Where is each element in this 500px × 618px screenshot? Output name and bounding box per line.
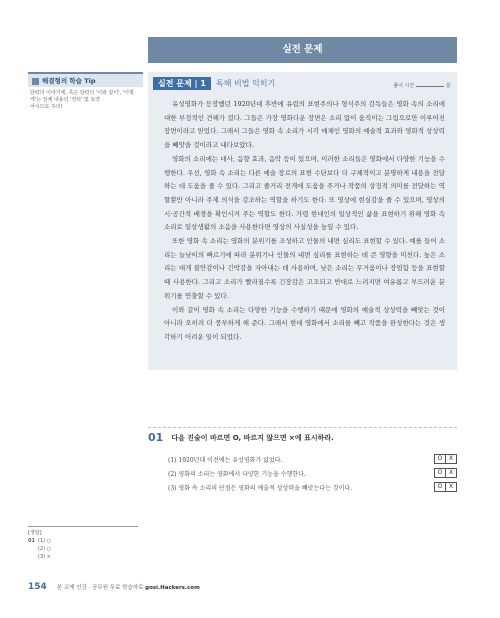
footer-text: 본 교재 인강 · 공무원 무료 학습자료 gosi.Hackers.com [56, 585, 200, 591]
question-item: (3) 영화 속 소리의 단점은 영화의 예술적 상상력을 빼앗는다는 것이다. O X [168, 481, 457, 493]
page-title-bar [148, 37, 457, 63]
o-option[interactable]: O [437, 469, 443, 476]
question-item: (2) 영화의 소리는 영화에서 다양한 기능을 수행한다. O X [168, 467, 457, 479]
o-option[interactable]: O [437, 455, 443, 462]
study-tip-line: 단락의 이야기에, 혹은 단락의 '이와 같이', '이렇게'는 전체 내용의 '정리' 및 요약 [30, 90, 134, 103]
o-option[interactable]: O [437, 483, 443, 490]
question-item: (1) 1920년대 이전에는 유성영화가 없었다. O X [168, 453, 457, 465]
reading-passage [164, 98, 445, 345]
time-blank[interactable] [416, 86, 444, 87]
page-number: 154 [28, 582, 47, 592]
answer-row: (3) × [38, 554, 51, 560]
study-tip-title: 해결형의 학습 Tip [28, 72, 143, 87]
passage-paragraph: 영화의 소리에는 대사, 음향 효과, 음악 등이 있으며, 이러한 소리들은 영화에서 다양한 기능을 수행한다. 우선, 영화 속 소리는 다른 예술 장르의 표현 수단보다 더 구체적이고 분명하게 내용을 전달하는 데 도움을 줄 수 있다. 그리고 줄거리 전개에 도움을 주거나 작품의 상징적 의미를 전달하는 역할뿐만 아니라 주제 의식을 강조하는 역할을 하기도 한다. 또 영상에 현실감을 줄 수 있으며, 영상의 시·공간적 배경을 확인시켜 주는 역할도 한다. 가령 현대인의 일상적인 삶을 표현하기 위해 영화 속 소리로 일상생활의 소음을 사용한다면 영상의 사실성을 높일 수 있다. [164, 154, 445, 232]
ox-choice-box [434, 468, 457, 478]
x-option[interactable]: X [445, 469, 456, 477]
answer-row: (2) ○ [38, 546, 52, 552]
passage-paragraph: 유성영화가 등장했던 1920년대 후반에 유럽의 표현주의나 형식주의 감독들은 영화 속의 소리에 대한 부정적인 견해가 컸다. 그들은 가장 영화다운 장면은 소리 없이 움직이는 그림으로만 이루어진 장면이라고 믿었다. 그래서 그들은 영화 속 소리가 시각 매체인 영화의 예술적 효과와 영화적 상상력을 빼앗을 것이라고 내다보았다. [164, 100, 445, 150]
practice-badge: 실전 문제 | 1 [153, 77, 211, 90]
passage-paragraph: 이와 같이 영화 속 소리는 다양한 기능을 수행하기 때문에 영화의 예술적 상상력을 빼앗는 것이 아니라 오히려 더 풍부하게 해 준다. 그래서 현대 영화에서 소리를 빼고 작품을 완성한다는 것은 생각하기 어려운 일이 되었다. [164, 305, 445, 341]
passage-paragraph: 또한 영화 속 소리는 영화의 분위기를 조성하고 인물의 내면 심리도 표현할 수 있다. 예를 들어 소리는 늘낮이의 빠르기에 따라 분위기나 인물의 내면 심리를 표현하는 데 큰 영향을 미친다. 높은 소리는 대개 불안감이나 긴박감을 자아내는 데 사용하며, 낮은 소리는 무거움이나 장엄함 등을 표현할 때 사용한다. 그리고 소리가 빨라질수록 긴장감은 고조되고 반대로 느려지면 여유롭고 부드러운 분위기를 연출할 수 있다. [164, 237, 445, 300]
question-header [148, 431, 334, 444]
answer-title: [정답] [28, 526, 138, 537]
x-option[interactable]: X [445, 483, 456, 491]
question-number: 01 [148, 431, 164, 444]
ox-choice-box [434, 482, 457, 492]
study-tip-body [28, 87, 143, 114]
answer-row: 01 (1) ○ [28, 538, 52, 544]
question-prompt: 다음 진술이 바르면 O, 바르지 않으면 ×에 표시하라. [171, 433, 334, 442]
section-divider [148, 427, 457, 428]
study-tip-line: 어이므로 주의! [30, 104, 63, 110]
answer-box [28, 526, 138, 561]
practice-label [153, 77, 275, 90]
study-tip-box [28, 72, 143, 114]
footer-site-link[interactable]: gosi.Hackers.com [145, 585, 200, 591]
answer-number: 01 [28, 538, 35, 544]
practice-subtitle: 독해 비법 익히기 [216, 79, 276, 88]
page-footer [28, 582, 200, 592]
ox-choice-box [434, 454, 457, 464]
page-title: 실전 문제 [282, 44, 323, 55]
x-option[interactable]: X [445, 455, 456, 463]
practice-passage-box [148, 72, 457, 370]
time-field: 풀이 시간 분 [393, 83, 451, 89]
tip-icon [32, 78, 39, 85]
